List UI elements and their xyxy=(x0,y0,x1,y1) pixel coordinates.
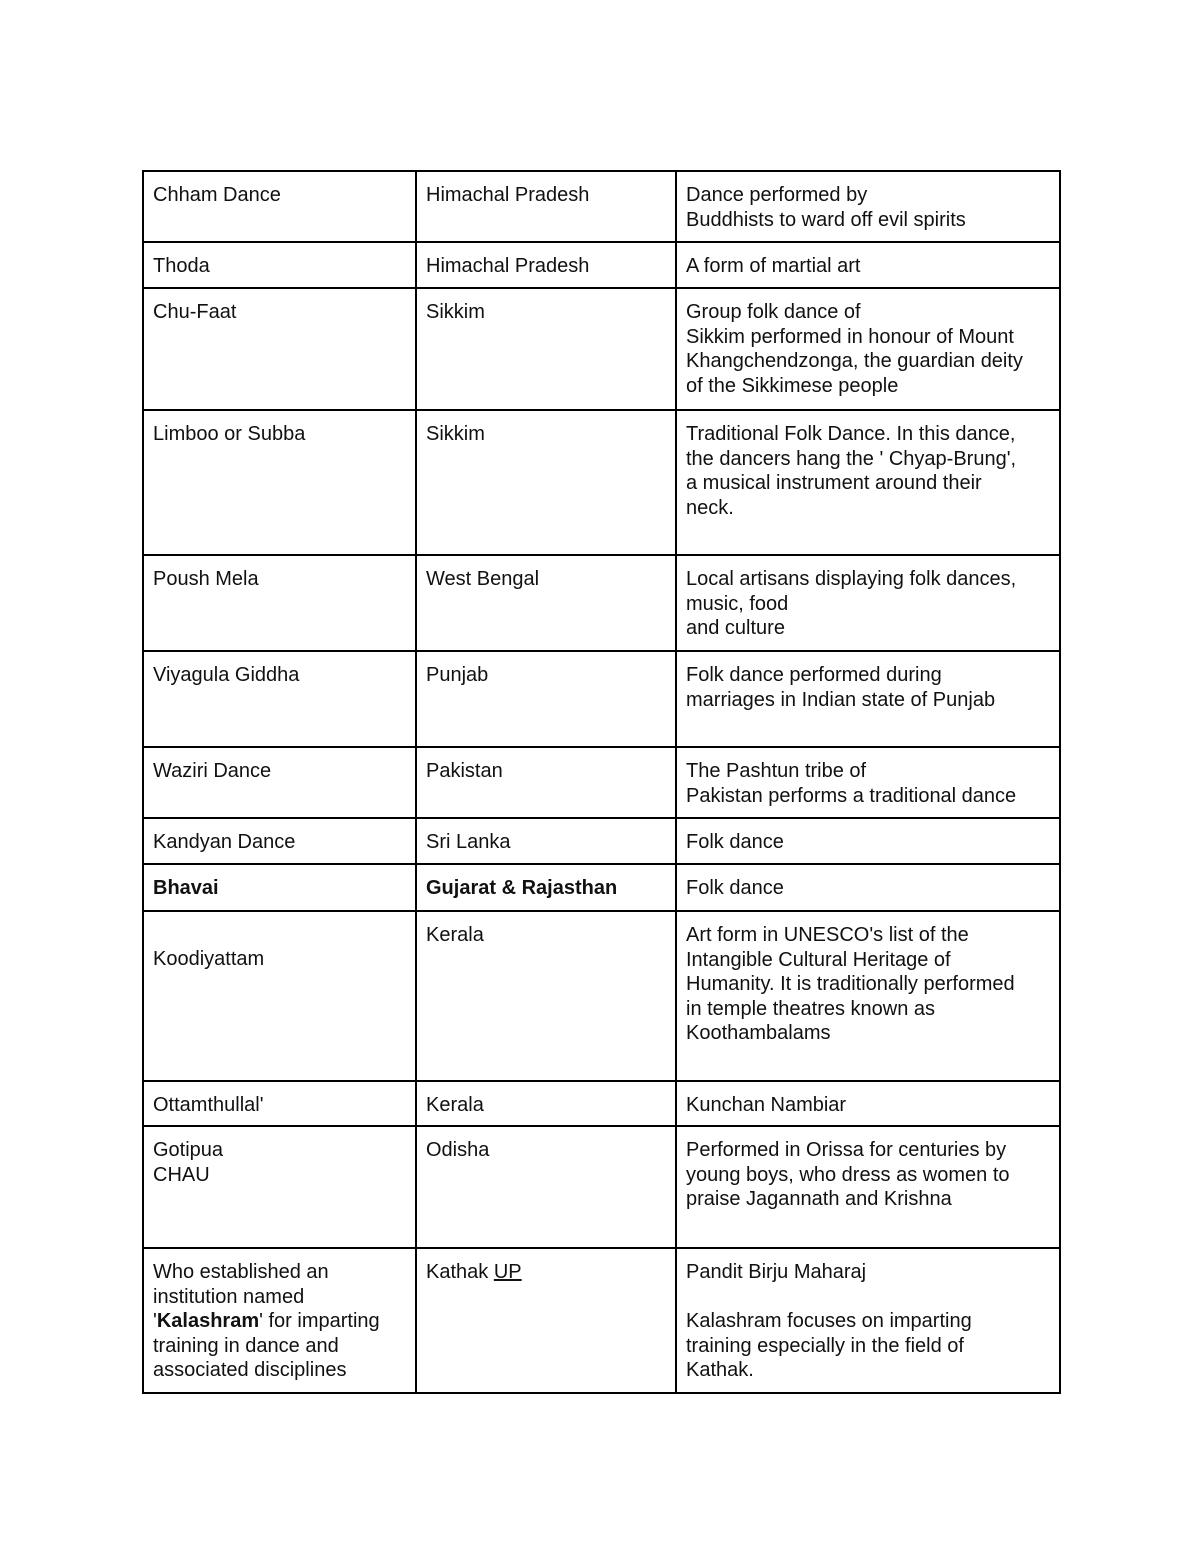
description-line: in temple theatres known as xyxy=(686,997,936,1020)
description-line: Koothambalams xyxy=(686,1022,831,1044)
description-line: Pakistan performs a traditional dance xyxy=(686,784,1017,807)
dance-name-cell xyxy=(143,747,416,818)
description-line: praise Jagannath and Krishna xyxy=(686,1188,952,1210)
description-cell xyxy=(676,1126,1060,1248)
description-line: Folk dance performed during xyxy=(686,664,942,686)
description-line: training especially in the field of xyxy=(686,1334,964,1357)
table-row xyxy=(143,410,1060,555)
place-line xyxy=(426,1260,666,1285)
answer-name: Pandit Birju Maharaj xyxy=(686,1261,867,1283)
dance-name-cell xyxy=(143,1081,416,1126)
dance-name: Ottamthullal' xyxy=(153,1094,264,1116)
description-cell xyxy=(676,818,1060,864)
description-cell xyxy=(676,1248,1060,1393)
kalashram-bold-text: Kalashram xyxy=(156,1310,260,1332)
description-line: a musical instrument around their xyxy=(686,472,982,494)
description-line: Buddhists to ward off evil spirits xyxy=(686,208,966,231)
place-cell xyxy=(416,911,676,1081)
description-line: Local artisans displaying folk dances, xyxy=(686,568,1017,590)
place-cell xyxy=(416,747,676,818)
description-line: The Pashtun tribe of xyxy=(686,760,867,782)
description-line: Khangchendzonga, the guardian deity xyxy=(686,350,1023,372)
description-line: the dancers hang the ' Chyap-Brung', xyxy=(686,447,1017,470)
description-line: Traditional Folk Dance. In this dance, xyxy=(686,423,1016,445)
question-cell xyxy=(143,1248,416,1393)
description-line: young boys, who dress as women to xyxy=(686,1163,1010,1186)
description-line: neck. xyxy=(686,496,734,519)
place-cell xyxy=(416,864,676,911)
dance-name-cell xyxy=(143,911,416,1081)
place-name: Himachal Pradesh xyxy=(426,184,590,206)
description-cell xyxy=(676,1081,1060,1126)
description-line: music, food xyxy=(686,592,789,615)
description-cell xyxy=(676,555,1060,651)
dance-name: Chham Dance xyxy=(153,184,281,206)
place-name: Kerala xyxy=(426,1094,484,1116)
dance-name-cell xyxy=(143,410,416,555)
place-cell xyxy=(416,818,676,864)
table-row xyxy=(143,651,1060,747)
place-name: Kerala xyxy=(426,924,484,946)
dance-name: Bhavai xyxy=(153,877,219,899)
place-name: Kathak xyxy=(426,1261,489,1283)
dance-table xyxy=(142,170,1061,1394)
blank-line xyxy=(686,1285,1050,1310)
dance-name: Gotipua xyxy=(153,1139,224,1161)
question-fragment: ' for imparting xyxy=(259,1310,380,1332)
dance-name: Poush Mela xyxy=(153,568,259,590)
dance-name: Thoda xyxy=(153,255,210,277)
dance-name: Koodiyattam xyxy=(153,948,265,970)
table-row xyxy=(143,242,1060,288)
dance-name: Chu-Faat xyxy=(153,301,237,323)
dance-name: Viyagula Giddha xyxy=(153,664,300,686)
dance-name: CHAU xyxy=(153,1163,210,1186)
description-line: marriages in Indian state of Punjab xyxy=(686,688,996,711)
question-line: associated disciplines xyxy=(153,1359,347,1381)
description-line: Kathak. xyxy=(686,1359,754,1381)
dance-name-cell xyxy=(143,555,416,651)
place-name: Odisha xyxy=(426,1139,490,1161)
description-line: Performed in Orissa for centuries by xyxy=(686,1139,1007,1161)
table-row xyxy=(143,1081,1060,1126)
dance-name-cell xyxy=(143,171,416,242)
place-name: Himachal Pradesh xyxy=(426,255,590,277)
description-cell xyxy=(676,242,1060,288)
table-row xyxy=(143,911,1060,1081)
description-cell xyxy=(676,911,1060,1081)
table-row xyxy=(143,1126,1060,1248)
description-line: Group folk dance of xyxy=(686,301,861,323)
description-line: Humanity. It is traditionally performed xyxy=(686,973,1015,995)
description-line: and culture xyxy=(686,617,785,639)
description-line: Folk dance xyxy=(686,877,784,899)
description-line: Kalashram focuses on imparting xyxy=(686,1310,972,1332)
dance-name-cell xyxy=(143,288,416,410)
table-row xyxy=(143,171,1060,242)
description-line: Dance performed by xyxy=(686,184,868,206)
place-name: Sikkim xyxy=(426,423,485,445)
table-row xyxy=(143,818,1060,864)
dance-name-cell xyxy=(143,651,416,747)
place-underlined: UP xyxy=(493,1261,522,1283)
table-row xyxy=(143,864,1060,911)
place-cell xyxy=(416,651,676,747)
place-name: Pakistan xyxy=(426,760,503,782)
dance-name-cell xyxy=(143,1126,416,1248)
dance-name-cell xyxy=(143,864,416,911)
place-cell xyxy=(416,555,676,651)
description-cell xyxy=(676,410,1060,555)
question-line: training in dance and xyxy=(153,1334,339,1357)
description-cell xyxy=(676,651,1060,747)
place-name: West Bengal xyxy=(426,568,540,590)
dance-name: Waziri Dance xyxy=(153,760,272,782)
description-line: A form of martial art xyxy=(686,255,861,277)
table-row xyxy=(143,747,1060,818)
place-cell xyxy=(416,1081,676,1126)
place-cell xyxy=(416,242,676,288)
description-line: Kunchan Nambiar xyxy=(686,1094,847,1116)
table-row xyxy=(143,555,1060,651)
question-line: Who established an xyxy=(153,1261,329,1283)
question-line xyxy=(153,1309,406,1334)
description-line: Folk dance xyxy=(686,831,784,853)
place-cell xyxy=(416,410,676,555)
place-name: Gujarat & Rajasthan xyxy=(426,877,618,899)
description-line: Sikkim performed in honour of Mount xyxy=(686,325,1014,348)
dance-name: Kandyan Dance xyxy=(153,831,296,853)
dance-name-cell xyxy=(143,242,416,288)
description-cell xyxy=(676,288,1060,410)
place-name: Sikkim xyxy=(426,301,485,323)
place-name: Punjab xyxy=(426,664,489,686)
description-line: Intangible Cultural Heritage of xyxy=(686,948,951,971)
table-row xyxy=(143,1248,1060,1393)
place-cell xyxy=(416,171,676,242)
question-line: institution named xyxy=(153,1285,305,1308)
place-cell xyxy=(416,1248,676,1393)
description-cell xyxy=(676,747,1060,818)
place-name: Sri Lanka xyxy=(426,831,511,853)
dance-name: Limboo or Subba xyxy=(153,423,306,445)
place-cell xyxy=(416,288,676,410)
description-line: Art form in UNESCO's list of the xyxy=(686,924,969,946)
description-cell xyxy=(676,171,1060,242)
place-cell xyxy=(416,1126,676,1248)
quote-mark: ' xyxy=(153,1310,157,1332)
description-line: of the Sikkimese people xyxy=(686,374,899,397)
table-row xyxy=(143,288,1060,410)
description-cell xyxy=(676,864,1060,911)
dance-name-cell xyxy=(143,818,416,864)
